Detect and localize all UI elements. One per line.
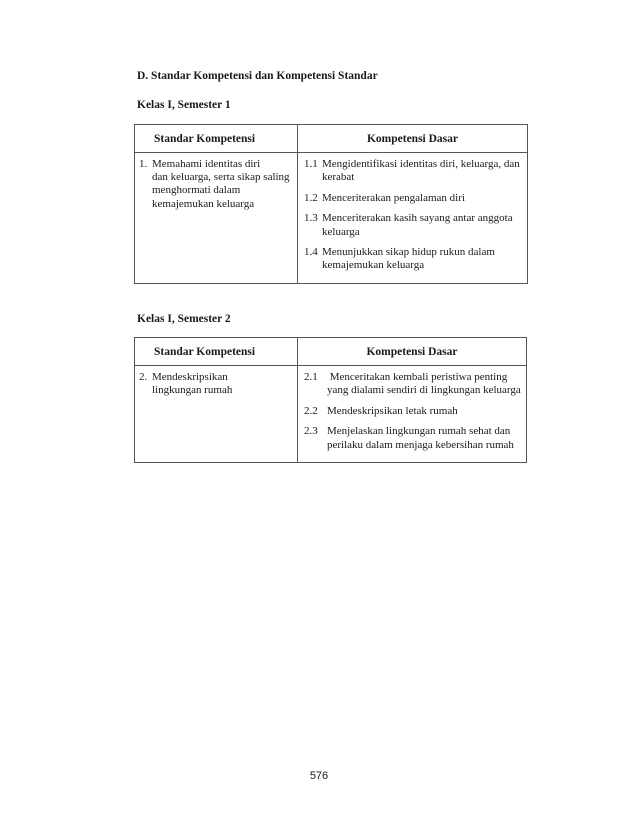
kd-text: Menunjukkan sikap hidup rukun dalam (322, 246, 495, 259)
header-kompetensi-dasar: Kompetensi Dasar (298, 125, 528, 153)
standar-kompetensi-cell (135, 366, 298, 463)
sk-text-first: Memahami identitas diri (152, 158, 261, 170)
table-row (135, 153, 528, 284)
semester-1-table (134, 124, 528, 284)
kd-item (304, 425, 522, 452)
kd-item (304, 212, 523, 239)
table-header-row (135, 338, 527, 366)
kompetensi-dasar-cell (298, 153, 528, 284)
kd-item (304, 246, 523, 273)
sk-text-rest: lingkungan rumah (152, 384, 233, 397)
standar-kompetensi-cell (135, 153, 298, 284)
sk-number: 2. (139, 371, 148, 383)
kd-text: Menceritakan kembali peristiwa penting (327, 371, 508, 383)
kd-text-rest: yang dialami sendiri di lingkungan keluarga (327, 384, 521, 397)
kd-number: 2.1 (304, 371, 318, 383)
table-header-row (135, 125, 528, 153)
kd-number: 1.3 (304, 212, 318, 225)
kd-number: 1.4 (304, 246, 318, 259)
kd-number: 1.2 (304, 191, 318, 204)
table-row (135, 366, 527, 463)
kd-text-rest: keluarga (322, 225, 360, 238)
sk-text-rest: dan keluarga, serta sikap saling menghormati dalam kemajemukan keluarga (152, 171, 290, 210)
kd-text: Menceriterakan pengalaman diri (322, 191, 465, 204)
kd-text: Mengidentifikasi identitas diri, keluarga, dan (322, 158, 520, 170)
kd-text-rest: kerabat (322, 171, 355, 184)
header-standar-kompetensi: Standar Kompetensi (135, 338, 298, 366)
section-heading: D. Standar Kompetensi dan Kompetensi Standar (137, 70, 378, 82)
kd-text: Mendeskripsikan letak rumah (327, 404, 458, 417)
semester-2-table (134, 337, 527, 463)
header-kompetensi-dasar: Kompetensi Dasar (298, 338, 527, 366)
kd-item (304, 192, 523, 205)
page-number: 576 (309, 770, 329, 782)
kd-text-rest: kemajemukan keluarga (322, 259, 425, 272)
kd-text: Menceriterakan kasih sayang antar anggota (322, 212, 513, 225)
kd-item (304, 158, 523, 185)
kd-item (304, 371, 522, 398)
sk-text-first: Mendeskripsikan (152, 371, 228, 383)
kd-text: Menjelaskan lingkungan rumah sehat dan (327, 425, 511, 438)
header-standar-kompetensi: Standar Kompetensi (135, 125, 298, 153)
kd-item (304, 405, 522, 418)
semester-1-title: Kelas I, Semester 1 (137, 99, 231, 111)
semester-2-title: Kelas I, Semester 2 (137, 313, 231, 325)
kd-number: 1.1 (304, 158, 318, 170)
kd-number: 2.2 (304, 404, 318, 417)
kd-number: 2.3 (304, 425, 318, 438)
kompetensi-dasar-cell (298, 366, 527, 463)
sk-number: 1. (139, 158, 148, 170)
kd-text-rest: perilaku dalam menjaga kebersihan rumah (327, 438, 514, 451)
